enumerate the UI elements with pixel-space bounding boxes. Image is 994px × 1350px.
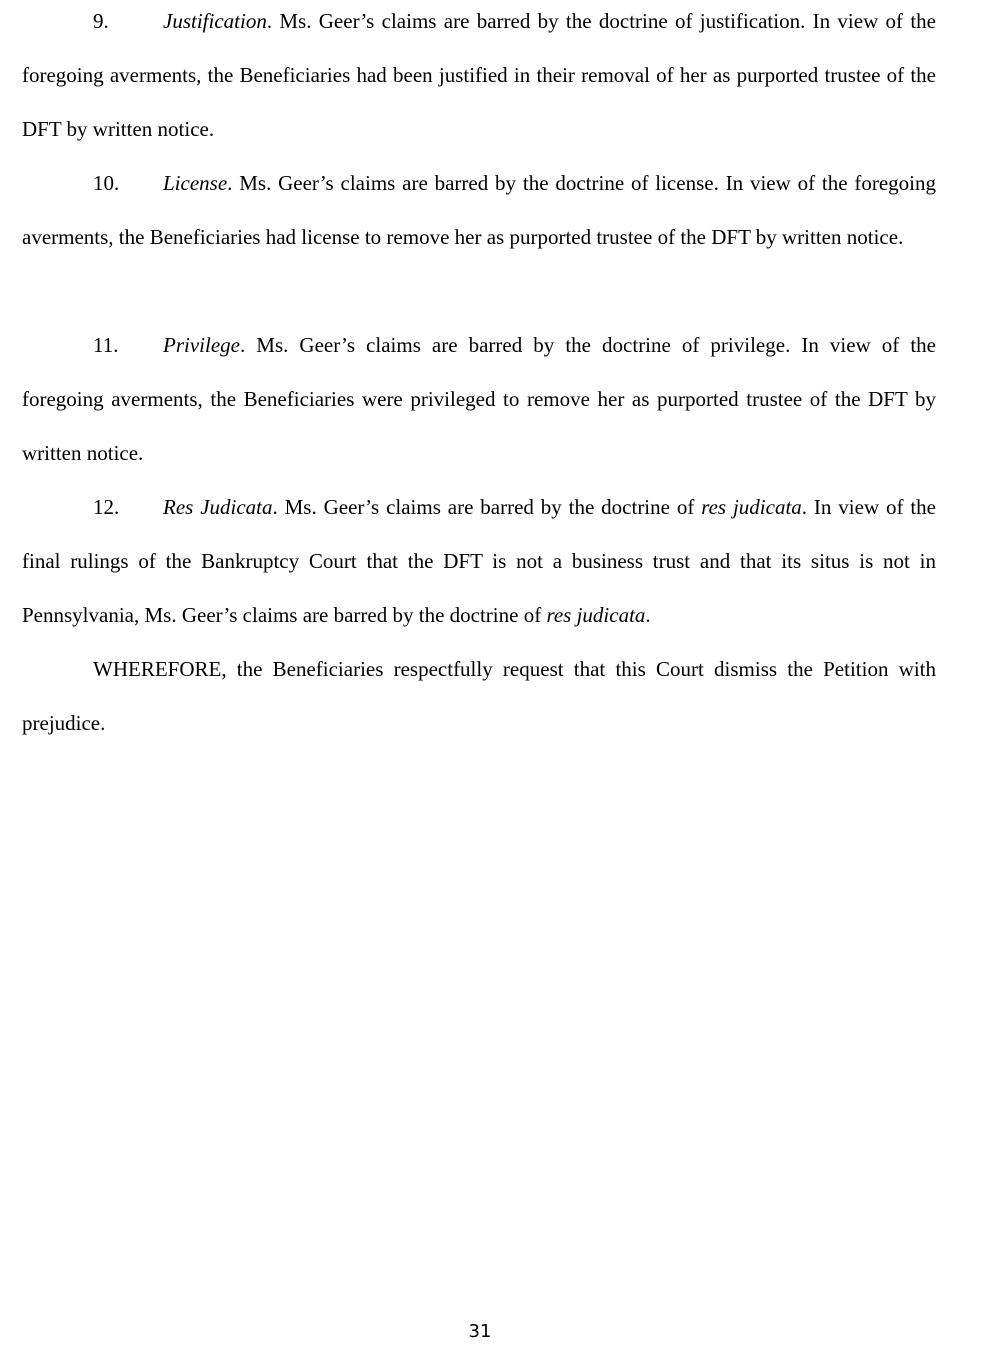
paragraph-privilege [22,318,936,480]
paragraph-license [22,156,936,264]
paragraph-heading: Privilege [163,333,240,357]
paragraph-justification [22,0,936,156]
paragraph-text: . [645,603,651,627]
wherefore-text: WHEREFORE, the Beneficiaries respectfully request that this Court dismiss the Petition with prejudice. [22,657,936,735]
wherefore-clause [22,642,936,750]
paragraph-number: 9. [93,9,109,33]
paragraph-text: . Ms. Geer’s claims are barred by the doctrine of justification. In view of the foregoing averments, the Beneficiaries had been justified in their removal of her as purported trustee of the DFT by written notice. [22,9,936,141]
page-number: 31 [468,1321,492,1342]
paragraph-text: . In view of the final rulings of the Bankruptcy Court that the DFT is not a business trust and that its situs is not in Pennsylvania, Ms. Geer’s claims are barred by the doctrine of [22,495,936,627]
paragraph-number: 10. [93,171,120,195]
paragraph-number: 12. [93,495,120,519]
paragraph-italic-term: res judicata [701,495,802,519]
paragraph-number: 11. [93,333,119,357]
paragraph-res-judicata [22,480,936,642]
paragraph-text: . Ms. Geer’s claims are barred by the doctrine of privilege. In view of the foregoing averments, the Beneficiaries were privileged to remove her as purported trustee of the DFT by written notice. [22,333,936,465]
paragraph-heading: Res Judicata [163,495,273,519]
paragraph-text: . Ms. Geer’s claims are barred by the doctrine of [272,495,702,519]
paragraph-heading: Justification [163,9,267,33]
paragraph-text: . Ms. Geer’s claims are barred by the doctrine of license. In view of the foregoing averments, the Beneficiaries had license to remove her as purported trustee of the DFT by written notice. [22,171,936,249]
paragraph-heading: License [163,171,228,195]
paragraph-italic-term: res judicata [546,603,646,627]
